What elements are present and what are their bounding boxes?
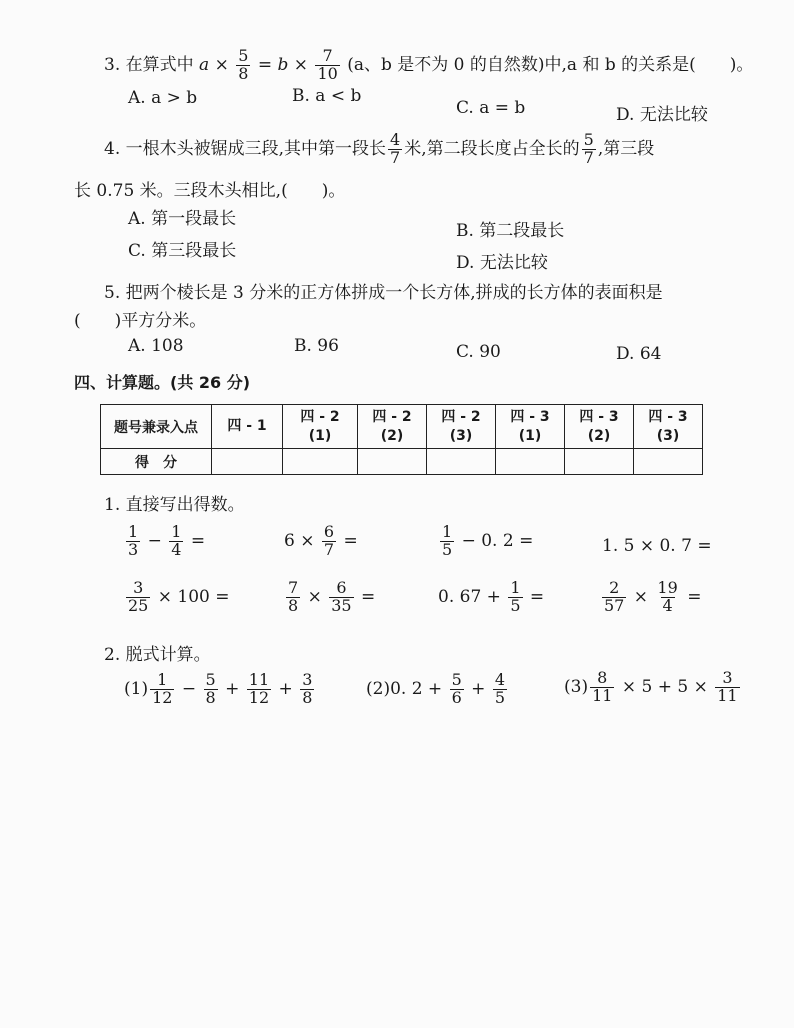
score-input-4[interactable] <box>427 449 496 475</box>
score-col-6: 四 - 3 (2) <box>565 405 634 449</box>
q3-number: 3. <box>104 54 121 75</box>
calc-item-1: $\frac{1}{3}$ − $\frac{1}{4}$ = <box>128 522 206 559</box>
score-row-label: 得 分 <box>101 449 212 475</box>
q3-paren-note: (a、b 是不为 0 的自然数)中,a 和 b 的关系是( )。 <box>347 54 754 75</box>
q3-fraction-2: $\frac{7}{10}$ <box>317 46 338 83</box>
q4-option-b[interactable]: B. 第二段最长 <box>456 221 565 241</box>
q3-option-c[interactable]: C. a = b <box>456 98 526 118</box>
score-col-7: 四 - 3 (3) <box>634 405 703 449</box>
score-col-2: 四 - 2 (1) <box>283 405 358 449</box>
q4-option-d[interactable]: D. 无法比较 <box>456 253 548 273</box>
score-input-7[interactable] <box>634 449 703 475</box>
part-2-title: 2. 脱式计算。 <box>104 645 211 665</box>
q5-option-b[interactable]: B. 96 <box>294 336 339 356</box>
question-5: 5. 把两个棱长是 3 分米的正方体拼成一个长方体,拼成的长方体的表面积是 <box>104 283 663 303</box>
score-col-4: 四 - 2 (3) <box>427 405 496 449</box>
score-input-2[interactable] <box>283 449 358 475</box>
q3-fraction-1: $\frac{5}{8}$ <box>238 46 249 83</box>
q4-option-c[interactable]: C. 第三段最长 <box>128 241 237 261</box>
score-input-5[interactable] <box>496 449 565 475</box>
score-col-3: 四 - 2 (2) <box>358 405 427 449</box>
q4-option-a[interactable]: A. 第一段最长 <box>128 209 237 229</box>
calc-item-3: $\frac{1}{5}$ − 0. 2 = <box>442 522 534 559</box>
score-col-1: 四 - 1 <box>212 405 283 449</box>
q5-option-a[interactable]: A. 108 <box>128 336 184 356</box>
calc-item-4: 1. 5 × 0. 7 = <box>602 536 712 556</box>
score-table-header-label: 题号兼录入点 <box>101 405 212 449</box>
score-input-1[interactable] <box>212 449 283 475</box>
q4-fraction-2: $\frac{5}{7}$ <box>583 130 594 167</box>
score-input-6[interactable] <box>565 449 634 475</box>
expression-1: (1) $\frac{1}{12}$ − $\frac{5}{8}$ + $\frac{11}{12}$ + $\frac{3}{8}$ <box>124 670 313 707</box>
calc-item-5: $\frac{3}{25}$ × 100 = <box>128 578 230 615</box>
score-table <box>100 404 703 475</box>
calc-item-2: 6 × $\frac{6}{7}$ = <box>284 522 358 559</box>
q3-option-d[interactable]: D. 无法比较 <box>616 105 708 125</box>
q5-option-c[interactable]: C. 90 <box>456 342 501 362</box>
section-4-title: 四、计算题。(共 26 分) <box>74 373 251 392</box>
question-3: 3. 在算式中 a × $\frac{5}{8}$ = b × $\frac{7}{10}$ (a、b 是不为 0 的自然数)中,a 和 b 的关系是( )。 <box>104 46 754 83</box>
score-input-3[interactable] <box>358 449 427 475</box>
question-4: 4. 一根木头被锯成三段,其中第一段长 $\frac{4}{7}$ 米,第二段长度占全长的 $\frac{5}{7}$ ,第三段 <box>104 130 655 167</box>
calc-item-7: 0. 67 + $\frac{1}{5}$ = <box>438 578 545 615</box>
q5-line-2: ( )平方分米。 <box>74 311 207 331</box>
calc-item-8: $\frac{2}{57}$ × $\frac{19}{4}$ = <box>604 578 702 615</box>
calc-item-6: $\frac{7}{8}$ × $\frac{6}{35}$ = <box>288 578 376 615</box>
expression-3: (3) $\frac{8}{11}$ × 5 + 5 × $\frac{3}{11}$ <box>564 668 738 705</box>
q4-line-2: 长 0.75 米。三段木头相比,( )。 <box>74 181 346 201</box>
q3-option-b[interactable]: B. a < b <box>292 86 362 106</box>
score-col-5: 四 - 3 (1) <box>496 405 565 449</box>
q4-fraction-1: $\frac{4}{7}$ <box>390 130 401 167</box>
q5-option-d[interactable]: D. 64 <box>616 344 662 364</box>
expression-2: (2)0. 2 + $\frac{5}{6}$ + $\frac{4}{5}$ <box>366 670 506 707</box>
q3-option-a[interactable]: A. a > b <box>128 88 198 108</box>
part-1-title: 1. 直接写出得数。 <box>104 495 245 515</box>
q3-text: 在算式中 <box>125 54 194 75</box>
